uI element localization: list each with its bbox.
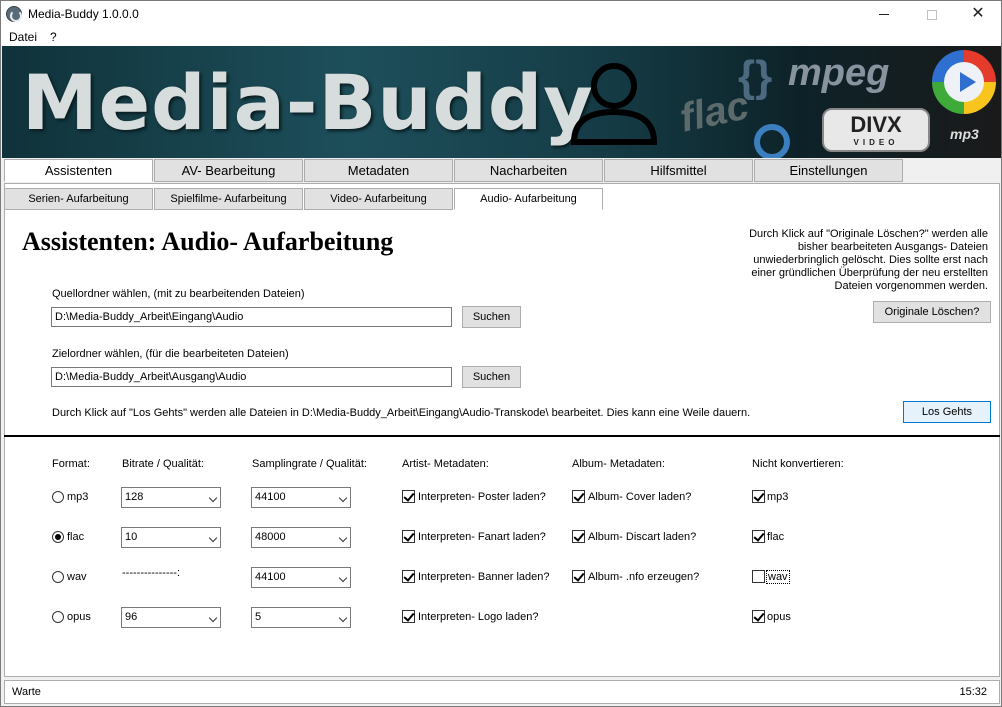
bitrate-opus-select[interactable] xyxy=(121,607,221,628)
noconvert-wav-checkbox[interactable] xyxy=(752,570,765,583)
album-discart-label: Album- Discart laden? xyxy=(588,531,697,543)
los-gehts-button[interactable]: Los Gehts xyxy=(903,401,991,423)
mp3-logo: mp3 xyxy=(950,126,979,142)
user-icon xyxy=(568,60,660,146)
bitrate-flac-value: 10 xyxy=(125,531,138,543)
noconvert-wav-label: wav xyxy=(768,571,788,583)
menu-bar xyxy=(1,27,1001,46)
noconvert-mp3-checkbox[interactable] xyxy=(752,490,765,503)
maximize-button[interactable] xyxy=(909,1,955,27)
tab-hilfsmittel[interactable]: Hilfsmittel xyxy=(604,159,753,182)
chevron-down-icon xyxy=(339,534,347,542)
target-search-button[interactable]: Suchen xyxy=(462,366,521,388)
artist-banner-checkbox[interactable] xyxy=(402,570,415,583)
bitrate-header: Bitrate / Qualität: xyxy=(122,458,204,470)
media-player-logo-icon xyxy=(932,50,996,114)
divx-logo xyxy=(822,108,930,152)
noconvert-mp3-label: mp3 xyxy=(767,491,789,503)
no-convert-header: Nicht konvertieren: xyxy=(752,458,844,470)
minimize-icon xyxy=(879,14,889,15)
sampling-header: Samplingrate / Qualität: xyxy=(252,458,367,470)
format-flac-label: flac xyxy=(67,531,85,543)
album-cover-label: Album- Cover laden? xyxy=(588,491,692,503)
section-divider xyxy=(4,435,1000,437)
artist-poster-checkbox[interactable] xyxy=(402,490,415,503)
format-brace-logo-icon: {} xyxy=(738,52,773,101)
artist-fanart-checkbox[interactable] xyxy=(402,530,415,543)
tab-nacharbeiten[interactable]: Nacharbeiten xyxy=(454,159,603,182)
tab-av-bearbeitung[interactable]: AV- Bearbeitung xyxy=(154,159,303,182)
chevron-down-icon xyxy=(209,614,217,622)
source-folder-input[interactable]: D:\Media-Buddy_Arbeit\Eingang\Audio xyxy=(51,307,452,327)
quicktime-logo-icon xyxy=(754,124,790,158)
sampling-flac-select[interactable] xyxy=(251,527,351,548)
bitrate-mp3-value: 128 xyxy=(125,491,144,503)
format-header: Format: xyxy=(52,458,90,470)
target-folder-input[interactable]: D:\Media-Buddy_Arbeit\Ausgang\Audio xyxy=(51,367,452,387)
menu-help[interactable]: ? xyxy=(50,30,57,44)
header-banner xyxy=(2,46,1001,158)
minimize-button[interactable] xyxy=(861,1,907,27)
flac-logo: flac xyxy=(676,83,753,141)
noconvert-opus-checkbox[interactable] xyxy=(752,610,765,623)
delete-originals-button[interactable]: Originale Löschen? xyxy=(873,301,991,323)
artist-banner-label: Interpreten- Banner laden? xyxy=(418,571,550,583)
status-clock: 15:32 xyxy=(959,686,987,698)
subtab-video[interactable]: Video- Aufarbeitung xyxy=(304,188,453,210)
format-mp3-radio[interactable] xyxy=(52,491,64,503)
bitrate-flac-select[interactable] xyxy=(121,527,221,548)
menu-datei[interactable]: Datei xyxy=(9,30,38,44)
app-logo-icon xyxy=(6,6,22,22)
close-icon: ✕ xyxy=(971,5,985,22)
format-opus-radio[interactable] xyxy=(52,611,64,623)
divx-logo-subtext: VIDEO xyxy=(853,138,899,147)
album-discart-checkbox[interactable] xyxy=(572,530,585,543)
sampling-opus-select[interactable] xyxy=(251,607,351,628)
album-cover-checkbox[interactable] xyxy=(572,490,585,503)
divx-logo-text: DIVX xyxy=(850,112,902,137)
noconvert-flac-label: flac xyxy=(767,531,785,543)
mpeg-logo: mpeg xyxy=(788,52,890,94)
window-title: Media-Buddy 1.0.0.0 xyxy=(28,7,139,21)
delete-info-text: Durch Klick auf "Originale Löschen?" werden alle bisher bearbeiteten Ausgangs- Dateien unwiederbringlich gelöscht. Dies sollte erst nach einer gründlichen Überprüfung der neu erstellten Dateien vorgenommen werden. xyxy=(749,228,988,292)
sampling-opus-value: 5 xyxy=(255,611,262,623)
chevron-down-icon xyxy=(339,574,347,582)
subtab-audio[interactable]: Audio- Aufarbeitung xyxy=(454,188,603,210)
chevron-down-icon xyxy=(339,614,347,622)
format-wav-radio[interactable] xyxy=(52,571,64,583)
tab-einstellungen[interactable]: Einstellungen xyxy=(754,159,903,182)
sampling-flac-value: 48000 xyxy=(255,531,286,543)
close-button[interactable] xyxy=(955,1,1001,27)
tab-assistenten[interactable]: Assistenten xyxy=(4,159,153,182)
run-note-text: Durch Klick auf "Los Gehts" werden alle Dateien in D:\Media-Buddy_Arbeit\Eingang\Audio-Transkode\ bearbeitet. Dies kann eine Weile dauern. xyxy=(52,407,751,419)
format-wav-label: wav xyxy=(67,571,87,583)
bitrate-wav-placeholder: ---------------: xyxy=(122,567,181,579)
chevron-down-icon xyxy=(209,494,217,502)
tab-metadaten[interactable]: Metadaten xyxy=(304,159,453,182)
title-bar xyxy=(1,1,1001,27)
target-folder-label: Zielordner wählen, (für die bearbeiteten Dateien) xyxy=(52,348,289,360)
maximize-icon xyxy=(927,10,937,20)
subtab-spielfilme[interactable]: Spielfilme- Aufarbeitung xyxy=(154,188,303,210)
format-mp3-label: mp3 xyxy=(67,491,89,503)
source-folder-label: Quellordner wählen, (mit zu bearbeitenden Dateien) xyxy=(52,288,305,300)
artist-logo-label: Interpreten- Logo laden? xyxy=(418,611,539,623)
page-title: Assistenten: Audio- Aufarbeitung xyxy=(22,227,394,256)
status-bar xyxy=(4,680,1000,704)
source-search-button[interactable]: Suchen xyxy=(462,306,521,328)
format-opus-label: opus xyxy=(67,611,91,623)
artist-logo-checkbox[interactable] xyxy=(402,610,415,623)
album-metadata-header: Album- Metadaten: xyxy=(572,458,665,470)
noconvert-flac-checkbox[interactable] xyxy=(752,530,765,543)
subtab-serien[interactable]: Serien- Aufarbeitung xyxy=(4,188,153,210)
banner-title: Media-Buddy xyxy=(22,58,594,147)
album-nfo-checkbox[interactable] xyxy=(572,570,585,583)
artist-metadata-header: Artist- Metadaten: xyxy=(402,458,489,470)
sampling-mp3-value: 44100 xyxy=(255,491,286,503)
noconvert-opus-label: opus xyxy=(767,611,791,623)
artist-fanart-label: Interpreten- Fanart laden? xyxy=(418,531,546,543)
chevron-down-icon xyxy=(209,534,217,542)
bitrate-opus-value: 96 xyxy=(125,611,138,623)
album-nfo-label: Album- .nfo erzeugen? xyxy=(588,571,700,583)
sampling-mp3-select[interactable] xyxy=(251,487,351,508)
format-flac-radio[interactable] xyxy=(52,531,64,543)
sampling-wav-select[interactable] xyxy=(251,567,351,588)
chevron-down-icon xyxy=(339,494,347,502)
sampling-wav-value: 44100 xyxy=(255,571,286,583)
status-text: Warte xyxy=(12,686,41,698)
artist-poster-label: Interpreten- Poster laden? xyxy=(418,491,546,503)
bitrate-mp3-select[interactable] xyxy=(121,487,221,508)
